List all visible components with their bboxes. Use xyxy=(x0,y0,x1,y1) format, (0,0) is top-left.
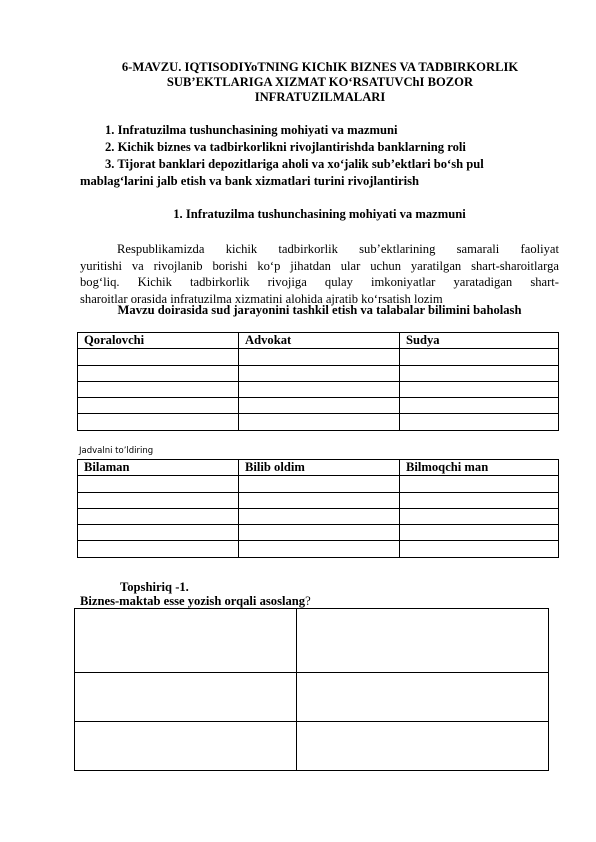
plan-item-3: 3. Tijorat banklari depozitlariga aholi va xo‘jalik sub’ektlari bo‘sh pul xyxy=(105,157,484,171)
table-cell[interactable] xyxy=(297,722,549,771)
table-cell[interactable] xyxy=(239,525,400,541)
table-cell[interactable] xyxy=(239,508,400,524)
table-cell[interactable] xyxy=(75,722,297,771)
table-cell[interactable] xyxy=(78,476,239,492)
table-cell[interactable] xyxy=(297,673,549,722)
task-question-text: Biznes-maktab esse yozish orqali asoslang xyxy=(80,594,306,608)
table-row xyxy=(75,673,549,722)
table-row xyxy=(78,541,559,557)
table-cell[interactable] xyxy=(75,673,297,722)
table-header-row xyxy=(78,333,559,349)
table-cell[interactable] xyxy=(239,414,400,430)
paragraph-line: yuritishi va rivojlanib borishi ko‘p jihatdan ular uchun yaratilgan shart-sharoitlarga xyxy=(80,258,559,273)
task-label: Topshiriq -1. xyxy=(120,580,189,594)
table-cell[interactable] xyxy=(239,476,400,492)
table-cell[interactable] xyxy=(400,476,559,492)
table-cell[interactable] xyxy=(78,541,239,557)
section-heading: 1. Infratuzilma tushunchasining mohiyati va mazmuni xyxy=(173,207,466,221)
table-cell[interactable] xyxy=(78,525,239,541)
task-question xyxy=(80,594,311,609)
table-header-cell: Sudya xyxy=(400,333,559,349)
table-cell[interactable] xyxy=(400,381,559,397)
table-cell[interactable] xyxy=(78,414,239,430)
table-cell[interactable] xyxy=(400,541,559,557)
table-cell[interactable] xyxy=(78,349,239,365)
table-cell[interactable] xyxy=(78,508,239,524)
table-header-cell: Bilaman xyxy=(78,460,239,476)
table-cell[interactable] xyxy=(400,349,559,365)
table-header-cell: Qoralovchi xyxy=(78,333,239,349)
table-row xyxy=(78,365,559,381)
paragraph-line: Respublikamizda kichik tadbirkorlik sub’ektlarining samarali faoliyat xyxy=(117,242,559,256)
table-cell[interactable] xyxy=(75,609,297,673)
table-cell[interactable] xyxy=(239,398,400,414)
page-title xyxy=(80,60,560,105)
table-cell[interactable] xyxy=(239,365,400,381)
table-cell[interactable] xyxy=(239,492,400,508)
table-row xyxy=(75,722,549,771)
table-header-cell: Advokat xyxy=(239,333,400,349)
table-cell[interactable] xyxy=(78,365,239,381)
table-row xyxy=(75,609,549,673)
table-row xyxy=(78,349,559,365)
table-row xyxy=(78,492,559,508)
table-cell[interactable] xyxy=(239,541,400,557)
table-cell[interactable] xyxy=(400,525,559,541)
table-cell[interactable] xyxy=(400,365,559,381)
roles-table xyxy=(77,332,559,431)
knowledge-table xyxy=(77,459,559,558)
section-paragraph xyxy=(80,241,559,307)
title-line-2: SUB’EKTLARIGA XIZMAT KO‘RSATUVChI BOZOR xyxy=(166,75,474,89)
table-header-cell: Bilmoqchi man xyxy=(400,460,559,476)
title-line-1: 6-MAVZU. IQTISODIYoTNING KIChIK BIZNES VA TADBIRKORLIK xyxy=(121,60,519,74)
table-cell[interactable] xyxy=(78,492,239,508)
essay-table xyxy=(74,608,549,771)
plan-item-2: 2. Kichik biznes va tadbirkorlikni rivojlantirishda banklarning roli xyxy=(105,140,466,154)
table-caption: Jadvalni to’ldiring xyxy=(79,446,154,456)
table-cell[interactable] xyxy=(400,492,559,508)
table-row xyxy=(78,398,559,414)
plan-item-3-continued: mablag‘larini jalb etish va bank xizmatlari turini rivojlantirish xyxy=(80,174,419,188)
table-cell[interactable] xyxy=(239,349,400,365)
table-row xyxy=(78,381,559,397)
table-cell[interactable] xyxy=(400,508,559,524)
task-question-mark: ? xyxy=(305,594,311,608)
plan-item-1: 1. Infratuzilma tushunchasining mohiyati va mazmuni xyxy=(105,123,398,137)
paragraph-line: sharoitlar orasida infratuzilma xizmatini alohida ajratib ko‘rsatish lozim xyxy=(80,291,443,306)
table-row xyxy=(78,476,559,492)
table-cell[interactable] xyxy=(239,381,400,397)
title-line-3: INFRATUZILMALARI xyxy=(254,90,386,104)
table-cell[interactable] xyxy=(78,398,239,414)
table-cell[interactable] xyxy=(400,414,559,430)
table-header-cell: Bilib oldim xyxy=(239,460,400,476)
table-cell[interactable] xyxy=(400,398,559,414)
activity-heading: Mavzu doirasida sud jarayonini tashkil etish va talabalar bilimini baholash xyxy=(117,303,522,317)
paragraph-line: bog‘liq. Kichik tadbirkorlik rivojiga qulay imkoniyatlar yaratadigan shart- xyxy=(80,275,559,289)
table-row xyxy=(78,414,559,430)
table-cell[interactable] xyxy=(297,609,549,673)
table-header-row xyxy=(78,460,559,476)
table-cell[interactable] xyxy=(78,381,239,397)
table-row xyxy=(78,508,559,524)
table-row xyxy=(78,525,559,541)
